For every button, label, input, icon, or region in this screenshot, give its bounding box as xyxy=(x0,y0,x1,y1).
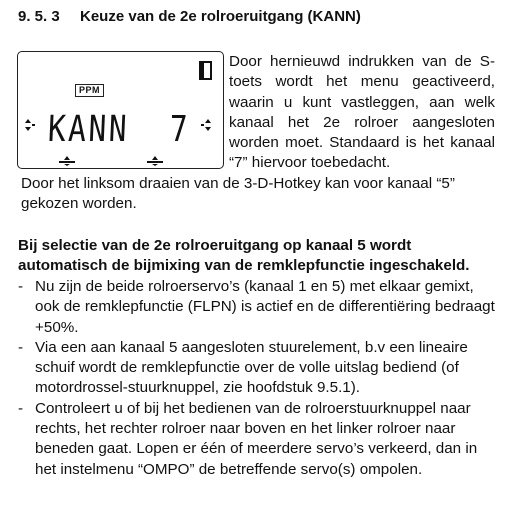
up-down-arrow-icon xyxy=(24,118,36,137)
up-down-arrow-icon xyxy=(201,118,213,137)
intro-paragraph: Door hernieuwd indrukken van de S-toets wordt het menu geactiveerd, waarin u kunt vastleggen, aan welk kanaal het 2e rolroer aangesloten worden moet. Standaard is het kanaal “7” hiervoor toebedacht. xyxy=(229,53,495,172)
list-item xyxy=(18,338,498,399)
bullet-list xyxy=(18,277,498,480)
hotkey-paragraph: Door het linksom draaien van de 3-D-Hotkey kan voor kanaal “5” gekozen worden. xyxy=(21,175,455,213)
list-item xyxy=(18,399,498,480)
bold-intro-paragraph: Bij selectie van de 2e rolroeruitgang op kanaal 5 wordt automatisch de bijmixing van de remklepfunctie ingeschakeld. xyxy=(18,237,470,275)
section-number: 9. 5. 3 xyxy=(18,8,60,25)
bullet-text: Via een aan kanaal 5 aangesloten stuurelement, b.v een lineaire schuif wordt de remklepfunctie over de volle uitslag bediend (of motordrossel-stuurknuppel, zie hoofdstuk 9.5.1). xyxy=(35,338,468,397)
bullet-text: Controleert u of bij het bedienen van de rolroerstuurknuppel naar rechts, het rechter rolroer naar boven en het linker rolroer naar beneden gaat. Lopen er één of meerdere servo’s verkeerd, dan in het instelmenu “OMPO” de betreffende servo(s) ompolen. xyxy=(35,399,478,478)
trim-marker-icon xyxy=(59,153,75,171)
ppm-label: PPM xyxy=(75,84,104,97)
channel-label: KANN xyxy=(47,109,130,150)
section-title: Keuze van de 2e rolroeruitgang (KANN) xyxy=(80,8,361,25)
trim-marker-icon xyxy=(147,153,163,171)
list-item xyxy=(18,277,498,338)
bullet-dash: - xyxy=(18,278,24,295)
battery-icon xyxy=(199,60,213,85)
channel-value: 7 xyxy=(170,109,188,150)
bullet-dash: - xyxy=(18,338,24,356)
section-heading xyxy=(18,8,361,25)
bullet-text: Nu zijn de beide rolroerservo’s (kanaal 1 en 5) met elkaar gemixt, ook de remklepfunctie (FLPN) is actief en de differentiëring bedraagt +50%. xyxy=(35,278,495,336)
lcd-display xyxy=(17,51,224,169)
bullet-dash: - xyxy=(18,399,24,417)
